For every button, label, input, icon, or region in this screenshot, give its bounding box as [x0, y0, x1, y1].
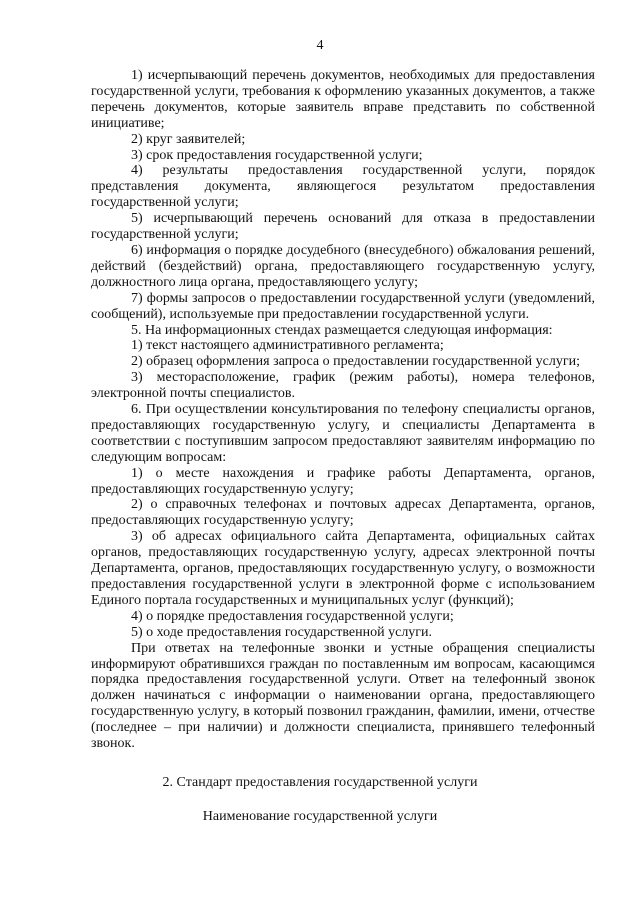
list-item: 5) исчерпывающий перечень оснований для отказа в предоставлении государственной услуги; — [91, 211, 595, 243]
document-body — [91, 68, 595, 752]
list-item: 6) информация о порядке досудебного (внесудебного) обжалования решений, действий (бездействий) органа, предоставляющего государственную услугу, должностного лица органа, предоставляющего услугу; — [91, 242, 595, 290]
page-number: 4 — [316, 38, 324, 53]
list-item: 4) о порядке предоставления государственной услуги; — [131, 608, 454, 624]
list-item: 3) об адресах официального сайта Департамента, официальных сайтах органов, предоставляющих государственную услугу, адресах электронной почты Департамента, органов, предоставляющих государственную услугу, о возможности предоставления государственной услуги в электронной форме с использованием Единого портала государственных и муниципальных услуг (функций); — [91, 529, 595, 608]
list-item: 2) о справочных телефонах и почтовых адресах Департамента, органов, предоставляющих государственную услугу; — [91, 497, 595, 529]
list-item: 3) месторасположение, график (режим работы), номера телефонов, электронной почты специалистов. — [91, 370, 595, 402]
list-item: 2) круг заявителей; — [131, 131, 246, 147]
body-paragraph: При ответах на телефонные звонки и устные обращения специалисты информируют обратившихся граждан по поставленным им вопросам, касающимся порядка предоставления государственной услуги. Ответ на телефонный звонок должен начинаться с информации о наименовании органа, предоставляющего государственную услугу, в который позвонил гражданин, фамилии, имени, отчестве (последнее – при наличии) и должности специалиста, принявшего телефонный звонок. — [91, 640, 595, 752]
list-item: 3) срок предоставления государственной услуги; — [131, 147, 423, 163]
clause-paragraph: 5. На информационных стендах размещается следующая информация: — [131, 322, 553, 338]
list-item: 1) текст настоящего административного регламента; — [131, 338, 444, 354]
list-item: 1) о месте нахождения и графике работы Департамента, органов, предоставляющих государственную услугу; — [91, 465, 595, 497]
clause-paragraph: 6. При осуществлении консультирования по телефону специалисты органов, предоставляющих государственную услугу, и специалисты Департамента в соответствии с поступившим запросом предоставляют заявителям информацию по следующим вопросам: — [91, 402, 595, 465]
list-item: 5) о ходе предоставления государственной услуги. — [131, 624, 433, 640]
list-item: 4) результаты предоставления государственной услуги, порядок представления документа, являющегося результатом предоставления государственной услуги; — [91, 163, 595, 211]
list-item: 2) образец оформления запроса о предоставлении государственной услуги; — [131, 354, 580, 370]
list-item: 7) формы запросов о предоставлении государственной услуги (уведомлений, сообщений), используемые при предоставлении государственной услуги. — [91, 290, 595, 322]
list-item: 1) исчерпывающий перечень документов, необходимых для предоставления государственной услуги, требования к оформлению указанных документов, а также перечень документов, которые заявитель вправе представить по собственной инициативе; — [91, 68, 595, 131]
section-heading: 2. Стандарт предоставления государственной услуги — [162, 775, 478, 790]
subsection-heading: Наименование государственной услуги — [202, 809, 438, 824]
